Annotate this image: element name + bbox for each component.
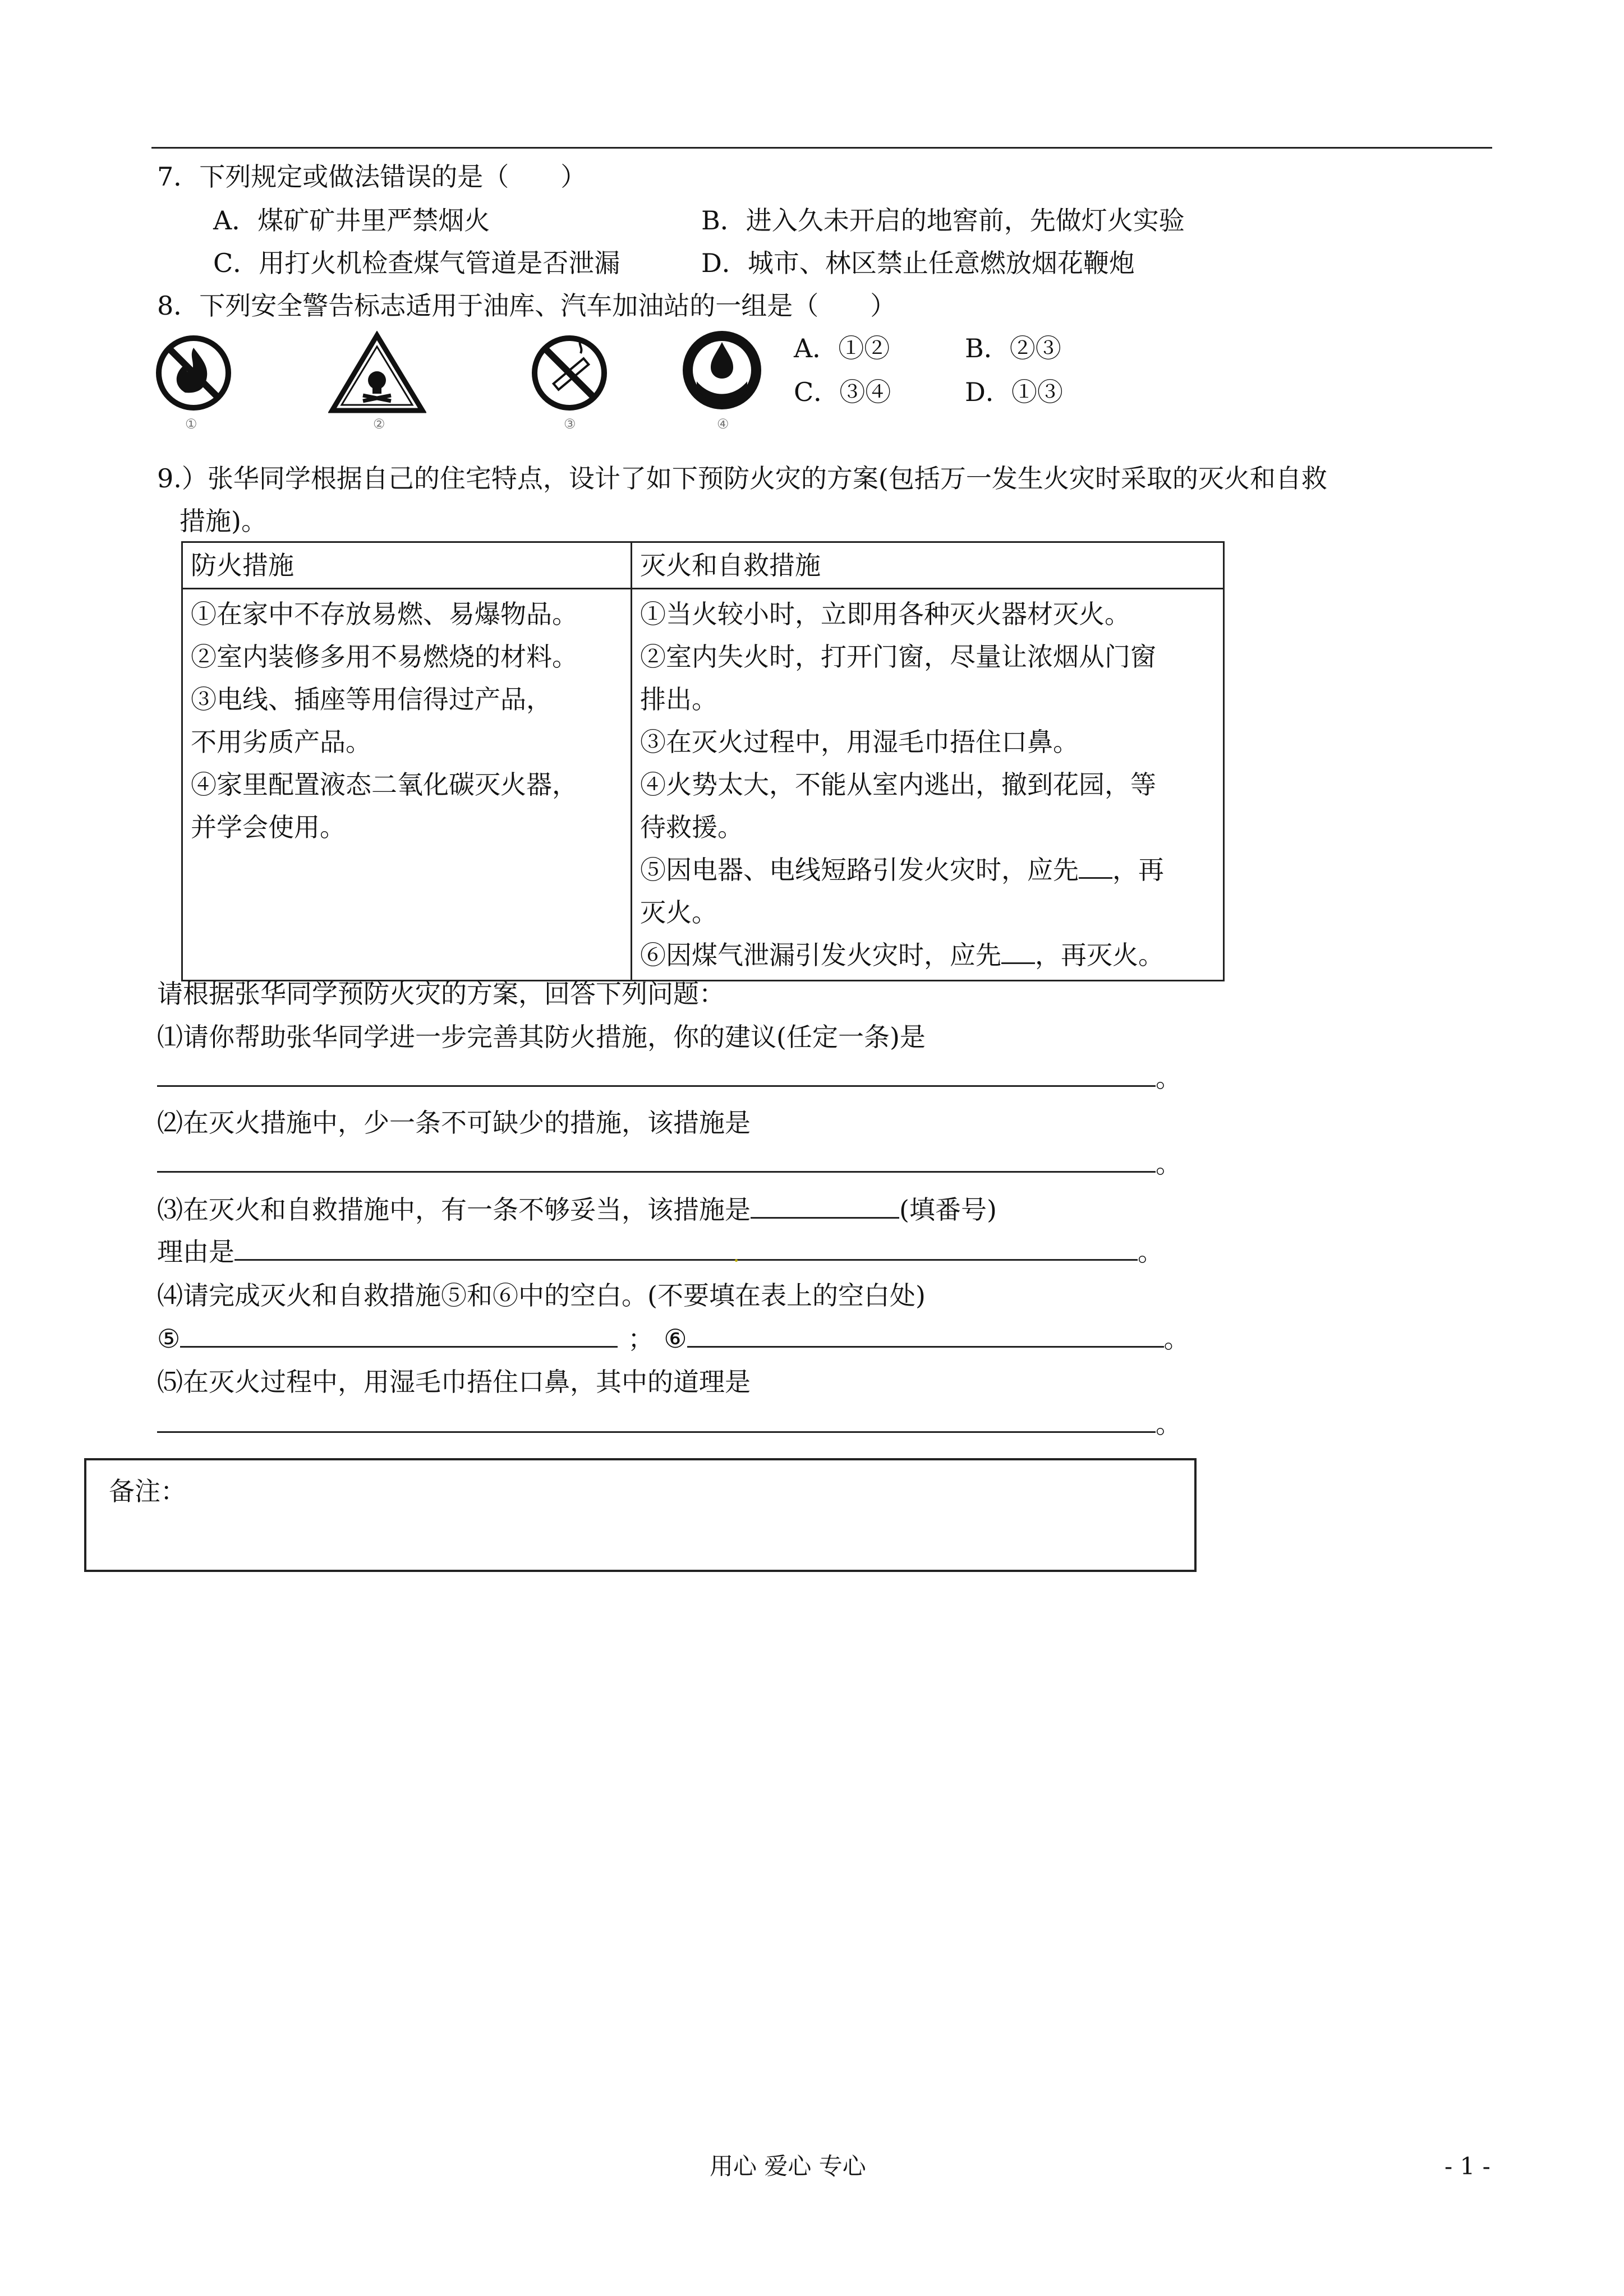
prevention-line: ①在家中不存放易燃、易爆物品。: [191, 599, 578, 629]
answer-line-4-6[interactable]: [687, 1324, 1164, 1348]
q9-stem-line1: 9.）张华同学根据自己的住宅特点，设计了如下预防火灾的方案(包括万一发生火灾时采取的灭火和自救: [157, 463, 1327, 494]
q9-intro: 请根据张华同学预防火灾的方案，回答下列问题：: [157, 979, 725, 1009]
sign-4-label: ④: [717, 416, 729, 432]
prevention-line: ④家里配置液态二氧化碳灭火器，: [191, 769, 578, 800]
answer-6-marker: ⑥: [664, 1324, 687, 1354]
footer-motto: 用心 爱心 专心: [710, 2152, 866, 2180]
header-rule: [151, 147, 1492, 149]
prevention-measures-cell: [182, 589, 632, 981]
page-number: - 1 -: [1444, 2152, 1490, 2180]
extinguish-line-6: [640, 934, 1215, 976]
no-fire-sign-icon: [154, 331, 233, 415]
sign-3-label: ③: [564, 416, 576, 432]
table-header-extinguish: 灭火和自救措施: [632, 542, 1224, 589]
q8-option-a: A．①②: [794, 333, 890, 363]
reason-label: 理由是: [157, 1237, 234, 1267]
period: 。: [1156, 1409, 1181, 1439]
answer-line-1[interactable]: [157, 1063, 1181, 1094]
sign-1-label: ①: [185, 416, 197, 432]
extinguish-line: 待救援。: [640, 812, 743, 842]
answer-line-2[interactable]: [157, 1149, 1181, 1179]
sub-question-4: ⑷请完成灭火和自救措施⑤和⑥中的空白。(不要填在表上的空白处): [157, 1280, 926, 1311]
answer-line-3-reason[interactable]: [234, 1237, 1138, 1261]
period: 。: [1163, 1324, 1190, 1354]
sub-question-3-reason: [157, 1237, 1163, 1267]
q7-option-c: C．用打火机检查煤气管道是否泄漏: [213, 248, 620, 278]
extinguish-line: ②室内失火时，打开门窗，尽量让浓烟从门窗: [640, 642, 1156, 672]
sub-question-2: ⑵在灭火措施中，少一条不可缺少的措施，该措施是: [157, 1108, 751, 1138]
q7-option-d: D．城市、林区禁止任意燃放烟花鞭炮: [701, 248, 1135, 278]
answer-line-4-5[interactable]: [180, 1324, 618, 1348]
q8-stem: 8．下列安全警告标志适用于油库、汽车加油站的一组是（ ）: [157, 291, 896, 321]
period: 。: [1156, 1149, 1181, 1179]
sub-question-3-text: ⑶在灭火和自救措施中，有一条不够妥当，该措施是: [157, 1195, 751, 1225]
q7-option-b: B．进入久未开启的地窖前，先做灯火实验: [701, 205, 1185, 236]
period: 。: [1156, 1063, 1181, 1093]
extinguish-line: ④火势太大，不能从室内逃出，撤到花园，等: [640, 769, 1156, 800]
prevention-line: ③电线、插座等用信得过产品，: [191, 684, 552, 714]
corrosive-sign-icon: [680, 328, 764, 412]
q8-option-c: C．③④: [794, 377, 891, 407]
toxic-warning-sign-icon: [328, 331, 426, 415]
sub-question-1: ⑴请你帮助张华同学进一步完善其防火措施，你的建议(任定一条)是: [157, 1022, 926, 1052]
extinguish-line: 灭火。: [640, 897, 717, 928]
table-header-prevention: 防火措施: [182, 542, 632, 589]
answer-line-5[interactable]: [157, 1409, 1181, 1440]
no-smoking-sign-icon: [530, 331, 609, 415]
measure-5-text: ⑤因电器、电线短路引发火灾时，应先: [640, 855, 1079, 885]
measure-6-text: ⑥因煤气泄漏引发火灾时，应先: [640, 940, 1001, 970]
sub-question-4-answers: [157, 1324, 1190, 1354]
prevention-line: ②室内装修多用不易燃烧的材料。: [191, 642, 578, 672]
q7-option-a: A．煤矿矿井里严禁烟火: [213, 205, 490, 236]
extinguish-line: 排出。: [640, 684, 717, 714]
notes-box: [84, 1458, 1197, 1572]
prevention-line: 并学会使用。: [191, 812, 346, 842]
extinguish-line: ①当火较小时，立即用各种灭火器材灭火。: [640, 599, 1130, 629]
extinguish-line: ③在灭火过程中，用湿毛巾捂住口鼻。: [640, 727, 1079, 757]
answer-5-marker: ⑤: [157, 1324, 181, 1354]
notes-label: 备注：: [109, 1476, 186, 1506]
q7-stem: 7．下列规定或做法错误的是（ ）: [157, 162, 587, 192]
sub-question-5: ⑸在灭火过程中，用湿毛巾捂住口鼻，其中的道理是: [157, 1367, 751, 1397]
period: 。: [1138, 1237, 1163, 1267]
answer-blank-3-number[interactable]: [751, 1195, 899, 1219]
q8-option-b: B．②③: [965, 333, 1061, 363]
measure-6-blank[interactable]: [1001, 940, 1035, 964]
stray-dot: [735, 1259, 738, 1262]
sign-2-label: ②: [373, 416, 385, 432]
measure-5-blank[interactable]: [1079, 855, 1112, 879]
extinguish-measures-cell: [632, 589, 1224, 981]
measure-5-text-end: ，再: [1112, 855, 1164, 885]
q9-stem-line2: 措施)。: [180, 506, 267, 536]
sub-question-3: [157, 1195, 997, 1225]
fire-plan-table: [181, 541, 1225, 981]
measure-6-text-end: ，再灭火。: [1035, 940, 1164, 970]
sub-question-3-hint: (填番号): [899, 1195, 997, 1225]
extinguish-line-5: [640, 849, 1215, 891]
prevention-line: 不用劣质产品。: [191, 727, 371, 757]
separator: ；: [628, 1324, 654, 1354]
q8-option-d: D．①③: [965, 377, 1063, 407]
